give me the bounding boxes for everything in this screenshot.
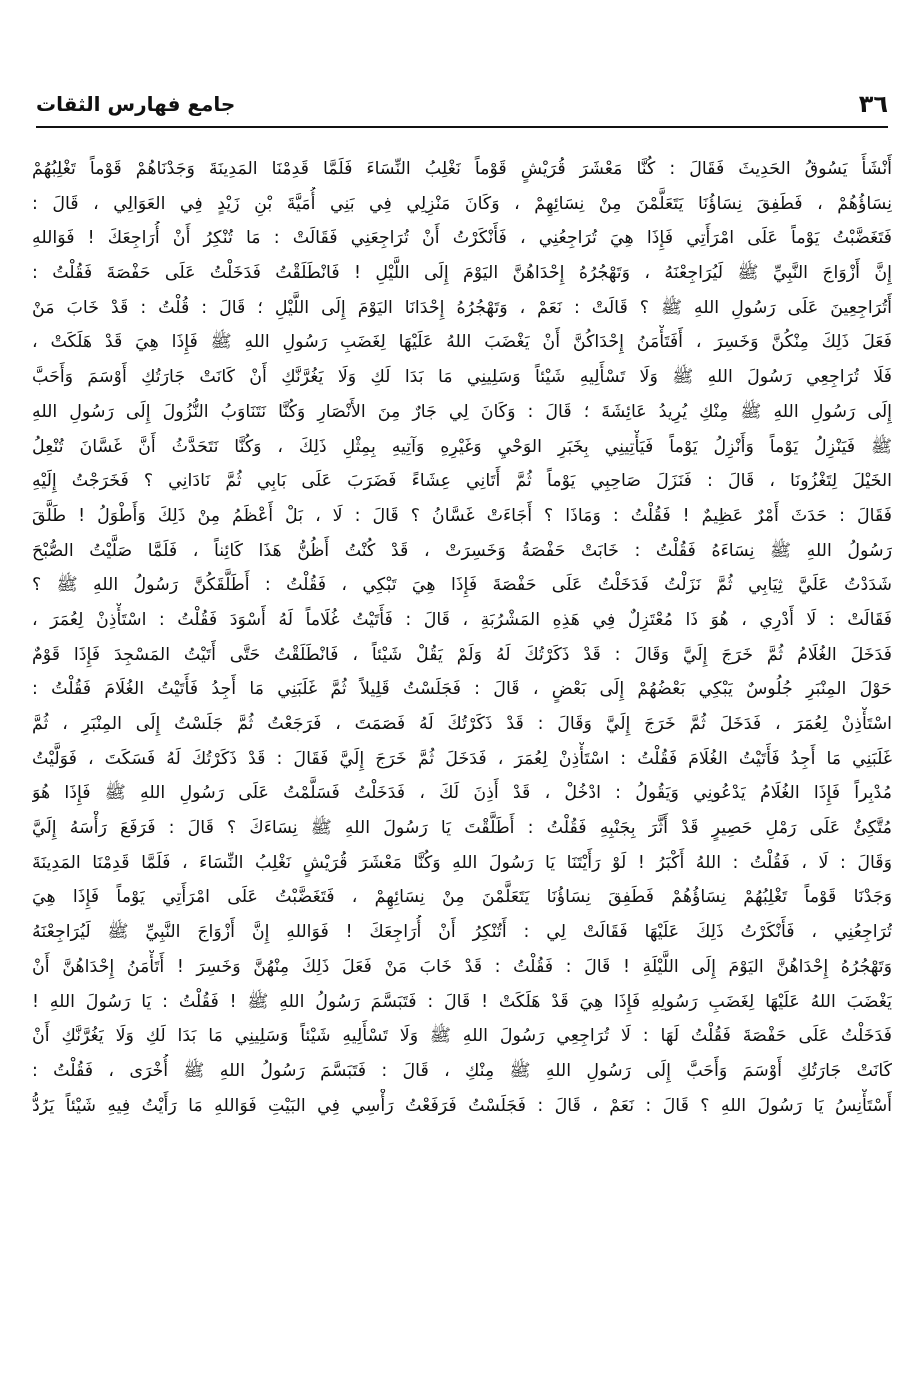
body-text: [32, 152, 892, 1123]
text-line: إِلَى رَسُولِ اللهِ ﷺ مِنْكِ يُرِيدُ عَائِشَةَ ؛ قَالَ : وَكَانَ لِي جَارٌ مِنَ الأَنْصَارِ وَكُنَّا نَتَنَاوَبُ النُّزُولَ إِلَى رَسُولِ اللهِ: [32, 401, 892, 422]
text-line: شَدَدْتُ عَلَيَّ ثِيَابِي ثُمَّ نَزَلْتُ فَدَخَلْتُ عَلَى حَفْصَةَ فَإِذَا هِيَ تَبْكِي ، فَقُلْتُ : أَطَلَّقَكُنَّ رَسُولُ اللهِ ﷺ ؟: [32, 575, 892, 596]
text-line: مُتَّكِئٌ عَلَى رَمْلِ حَصِيرٍ قَدْ أَثَّرَ بِجَنْبِهِ فَقُلْتُ : أَطَلَّقْتَ يَا رَسُولَ اللهِ ﷺ نِسَاءَكَ ؟ قَالَ : فَرَفَعَ رَأْسَهُ إِلَيَّ: [32, 818, 892, 839]
text-line: فَدَخَلْتُ عَلَى حَفْصَةَ فَقُلْتُ لَهَا : لَا تُرَاجِعِي رَسُولَ اللهِ ﷺ وَلَا تَسْأَلِيهِ شَيْئاً وَسَلِينِي مَا بَدَا لَكِ وَلَا يَغُرَّنَّكِ أَنْ: [32, 1026, 892, 1047]
text-line: كَانَتْ جَارَتُكِ أَوْسَمَ وَأَحَبَّ إِلَى رَسُولِ اللهِ ﷺ مِنْكِ ، قَالَ : فَتَبَسَّمَ رَسُولُ اللهِ ﷺ أُخْرَى ، فَقُلْتُ :: [32, 1060, 892, 1081]
text-line: تُرَاجِعُنِي ، فَأَنْكَرْتُ ذَلِكَ عَلَيْهَا فَقَالَتْ لِي : أَتُنْكِرُ أَنْ أُرَاجِعَكَ ! فَوَاللهِ إِنَّ أَزْوَاجَ النَّبِيِّ ﷺ لَيُرَاجِعْنَهُ: [32, 922, 892, 943]
text-line: أَسْتَأْنِسُ يَا رَسُولَ اللهِ ؟ قَالَ : نَعَمْ ، قَالَ : فَجَلَسْتُ فَرَفَعْتُ رَأْسِي فِي البَيْتِ فَوَاللهِ مَا رَأَيْتُ فِيهِ شَيْئاً يَرُدُّ: [32, 1095, 892, 1116]
text-line: وَتَهْجُرُهُ إِحْدَاهُنَّ اليَوْمَ إِلَى اللَّيْلَةِ ! قَالَ : فَقُلْتُ : قَدْ خَابَ مَنْ فَعَلَ ذَلِكَ مِنْهُنَّ وَخَسِرَ ! أَتَأْمَنُ إِحْدَاهُنَّ أَنْ: [32, 956, 892, 977]
text-line: الخَيْلَ لِتَغْزُونَا ، قَالَ : فَنَزَلَ صَاحِبِي يَوْماً ثُمَّ أَتَانِي عِشَاءً فَضَرَبَ عَلَى بَابِي ثُمَّ نَادَانِي ؟ فَخَرَجْتُ إِلَيْهِ: [32, 471, 892, 492]
text-line: فَدَخَلَ الغُلَامُ ثُمَّ خَرَجَ إِلَيَّ وَقَالَ : قَدْ ذَكَرْتُكَ لَهُ وَلَمْ يَقُلْ شَيْئاً ، فَانْطَلَقْتُ حَتَّى أَتَيْتُ المَسْجِدَ فَإِذَا قَوْمٌ: [32, 644, 892, 665]
text-line: يَغْضَبَ اللهُ عَلَيْهَا لِغَضَبِ رَسُولِهِ فَإِذَا هِيَ قَدْ هَلَكَتْ ! قَالَ : فَتَبَسَّمَ رَسُولُ اللهِ ﷺ ! فَقُلْتُ : يَا رَسُولَ اللهِ !: [32, 991, 892, 1012]
text-line: فَقَالَ : حَدَثَ أَمْرٌ عَظِيمٌ ! فَقُلْتُ : وَمَاذَا ؟ أَجَاءَتْ غَسَّانُ ؟ قَالَ : لَا ، بَلْ أَعْظَمُ مِنْ ذَلِكَ وَأَطْوَلُ ! طَلَّقَ: [32, 505, 892, 526]
text-line: وَجَدْنَا قَوْماً تَغْلِبُهُمْ نِسَاؤُهُمْ فَطَفِقَ نِسَاؤُنَا يَتَعَلَّمْنَ مِنْ نِسَائِهِمْ ، فَتَغَضَّبْتُ عَلَى امْرَأَتِي يَوْماً فَإِذَا هِيَ: [32, 887, 892, 908]
text-line: مُدْبِراً فَإِذَا الغُلَامُ يَدْعُونِي وَيَقُولُ : ادْخُلْ ، قَدْ أَذِنَ لَكَ ، فَدَخَلْتُ فَسَلَّمْتُ عَلَى رَسُولِ اللهِ ﷺ فَإِذَا هُوَ: [32, 783, 892, 804]
text-line: فَلَا تُرَاجِعِي رَسُولَ اللهِ ﷺ وَلَا تَسْأَلِيهِ شَيْئاً وَسَلِينِي مَا بَدَا لَكِ وَلَا يَغُرَّنَّكِ أَنْ كَانَتْ جَارَتُكِ أَوْسَمَ وَأَحَبَّ: [32, 367, 892, 388]
text-line: إِنَّ أَزْوَاجَ النَّبِيِّ ﷺ لَيُرَاجِعْنَهُ ، وَتَهْجُرُهُ إِحْدَاهُنَّ اليَوْمَ إِلَى اللَّيْلِ ! فَانْطَلَقْتُ فَدَخَلْتُ عَلَى حَفْصَةَ فَقُلْتُ :: [32, 263, 892, 284]
text-line: أَتُرَاجِعِينَ عَلَى رَسُولِ اللهِ ﷺ ؟ قَالَتْ : نَعَمْ ، وَتَهْجُرُهُ إِحْدَانَا اليَوْمَ إِلَى اللَّيْلِ ؛ قَالَ : قُلْتُ : قَدْ خَابَ مَنْ: [32, 297, 892, 318]
text-line: اسْتَأْذِنْ لِعُمَرَ ، فَدَخَلَ ثُمَّ خَرَجَ إِلَيَّ وَقَالَ : قَدْ ذَكَرْتُكَ لَهُ فَصَمَتَ ، فَرَجَعْتُ ثُمَّ جَلَسْتُ إِلَى المِنْبَرِ ، ثُمَّ: [32, 714, 892, 734]
page-number: ٣٦: [858, 90, 888, 118]
header-divider: [36, 126, 888, 128]
text-line: أَنْشَأَ يَسُوقُ الحَدِيثَ فَقَالَ : كُنَّا مَعْشَرَ قُرَيْشٍ قَوْماً نَغْلِبُ النِّسَاءَ فَلَمَّا قَدِمْنَا المَدِينَةَ وَجَدْنَاهُمْ قَوْماً تَغْلِبُهُمْ: [32, 159, 892, 179]
text-line: ﷺ فَيَنْزِلُ يَوْماً وَأَنْزِلُ يَوْماً فَيَأْتِينِي بِخَبَرِ الوَحْيِ وَغَيْرِهِ وَآتِيهِ بِمِثْلِ ذَلِكَ ، وَكُنَّا نَتَحَدَّثُ أَنَّ غَسَّانَ تُنْعِلُ: [32, 436, 892, 457]
running-title: جامع فهارس الثقات: [36, 92, 236, 116]
text-line: فَقَالَتْ : لَا أَدْرِي ، هُوَ ذَا مُعْتَزِلٌ فِي هَذِهِ المَشْرُبَةِ ، قَالَ : فَأَتَيْتُ غُلَاماً لَهُ أَسْوَدَ فَقُلْتُ : اسْتَأْذِنْ لِعُمَرَ ،: [32, 609, 892, 630]
text-line: نِسَاؤُهُمْ ، فَطَفِقَ نِسَاؤُنَا يَتَعَلَّمْنَ مِنْ نِسَائِهِمْ ، وَكَانَ مَنْزِلِي فِي بَنِي أُمَيَّةَ بْنِ زَيْدٍ فِي العَوَالِي ، قَالَ :: [32, 193, 892, 214]
page-header: [36, 88, 888, 124]
text-line: رَسُولُ اللهِ ﷺ نِسَاءَهُ فَقُلْتُ : خَابَتْ حَفْصَةُ وَخَسِرَتْ ، قَدْ كُنْتُ أَظُنُّ هَذَا كَائِناً ، فَلَمَّا صَلَّيْتُ الصُّبْحَ: [32, 540, 892, 561]
text-line: وَقَالَ : لَا ، فَقُلْتُ : اللهُ أَكْبَرُ ! لَوْ رَأَيْتَنَا يَا رَسُولَ اللهِ وَكُنَّا مَعْشَرَ قُرَيْشٍ نَغْلِبُ النِّسَاءَ ، فَلَمَّا قَدِمْنَا المَدِينَةَ: [32, 852, 892, 873]
text-line: حَوْلَ المِنْبَرِ جُلُوسٌ يَبْكِي بَعْضُهُمْ إِلَى بَعْضٍ ، قَالَ : فَجَلَسْتُ قَلِيلاً ثُمَّ غَلَبَنِي مَا أَجِدُ فَأَتَيْتُ الغُلَامَ فَقُلْتُ :: [32, 679, 892, 700]
text-line: غَلَبَنِي مَا أَجِدُ فَأَتَيْتُ الغُلَامَ فَقُلْتُ : اسْتَأْذِنْ لِعُمَرَ ، فَدَخَلَ ثُمَّ خَرَجَ إِلَيَّ فَقَالَ : قَدْ ذَكَرْتُكَ لَهُ فَسَكَتَ ، فَوَلَّيْتُ: [32, 748, 892, 769]
text-line: فَعَلَ ذَلِكَ مِنْكُنَّ وَخَسِرَ ، أَفَتَأْمَنُ إِحْدَاكُنَّ أَنْ يَغْضَبَ اللهُ عَلَيْهَا لِغَضَبِ رَسُولِ اللهِ ﷺ فَإِذَا هِيَ قَدْ هَلَكَتْ ،: [32, 332, 892, 353]
text-line: فَتَغَضَّبْتُ يَوْماً عَلَى امْرَأَتِي فَإِذَا هِيَ تُرَاجِعُنِي ، فَأَنْكَرْتُ أَنْ تُرَاجِعَنِي فَقَالَتْ : مَا تُنْكِرُ أَنْ أُرَاجِعَكَ ! فَوَاللهِ: [32, 228, 892, 249]
